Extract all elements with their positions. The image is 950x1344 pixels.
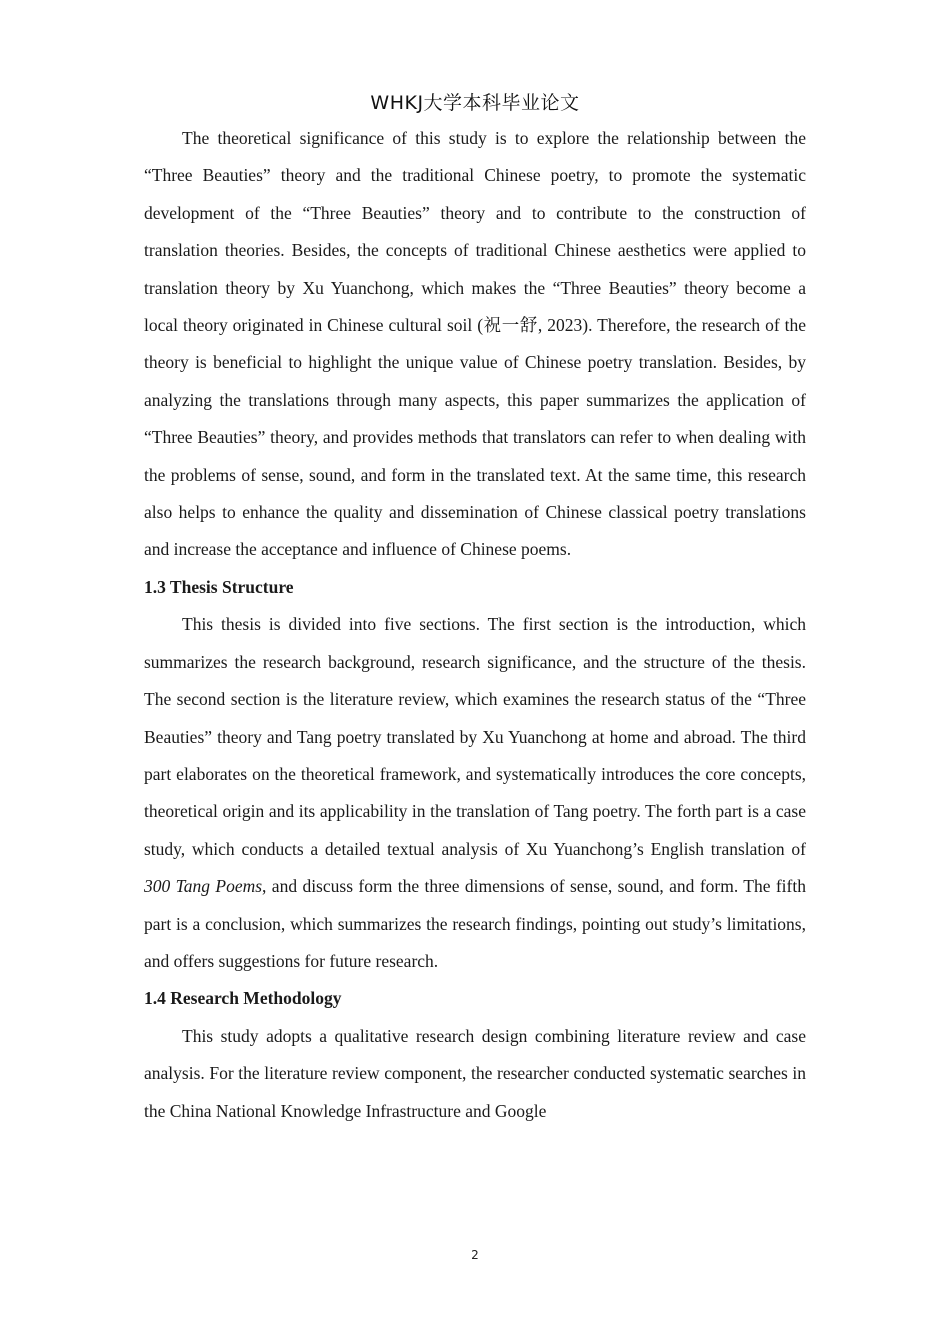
section-heading-thesis-structure: 1.3 Thesis Structure <box>144 576 294 597</box>
book-title: 300 Tang Poems <box>144 876 263 897</box>
page-number: 2 <box>471 1248 479 1262</box>
paragraph-thesis-structure <box>144 606 806 980</box>
paragraph-theoretical-significance: The theoretical significance of this study is to explore the relationship between the “Three Beauties” theory and the traditional Chinese poetry, to promote the systematic development of the “Three Beauties” theory and to contribute to the construction of translation theories. Besides, the concepts of traditional Chinese aesthetics were applied to translation theory by Xu Yuanchong, which makes the “Three Beauties” theory become a local theory originated in Chinese cultural soil (祝一舒, 2023). Therefore, the research of the theory is beneficial to highlight the unique value of Chinese poetry translation. Besides, by analyzing the translations through many aspects, this paper summarizes the application of “Three Beauties” theory, and provides methods that translators can refer to when dealing with the problems of sense, sound, and form in the translated text. At the same time, this research also helps to enhance the quality and dissemination of Chinese classical poetry translations and increase the acceptance and influence of Chinese poems. <box>144 128 806 560</box>
running-header: WHKJ大学本科毕业论文 <box>370 92 580 114</box>
paragraph-research-methodology: This study adopts a qualitative research design combining literature review and case analysis. For the literature review component, the researcher conducted systematic searches in the China National Knowledge Infrastructure and Google <box>144 1025 806 1121</box>
section-heading-research-methodology: 1.4 Research Methodology <box>144 988 342 1009</box>
paragraph-text: , and discuss form the three dimensions of sense, sound, and form. The fifth part is a conclusion, which summarizes the research findings, pointing out study’s limitations, and offers suggestions for future research. <box>144 876 806 971</box>
paragraph-text: This thesis is divided into five sections. The first section is the introduction, which summarizes the research background, research significance, and the structure of the thesis. The second section is the literature review, which examines the research status of the “Three Beauties” theory and Tang poetry translated by Xu Yuanchong at home and abroad. The third part elaborates on the theoretical framework, and systematically introduces the core concepts, theoretical origin and its applicability in the translation of Tang poetry. The forth part is a case study, which conducts a detailed textual analysis of Xu Yuanchong’s English translation of <box>144 614 806 859</box>
page-body <box>144 120 806 1130</box>
